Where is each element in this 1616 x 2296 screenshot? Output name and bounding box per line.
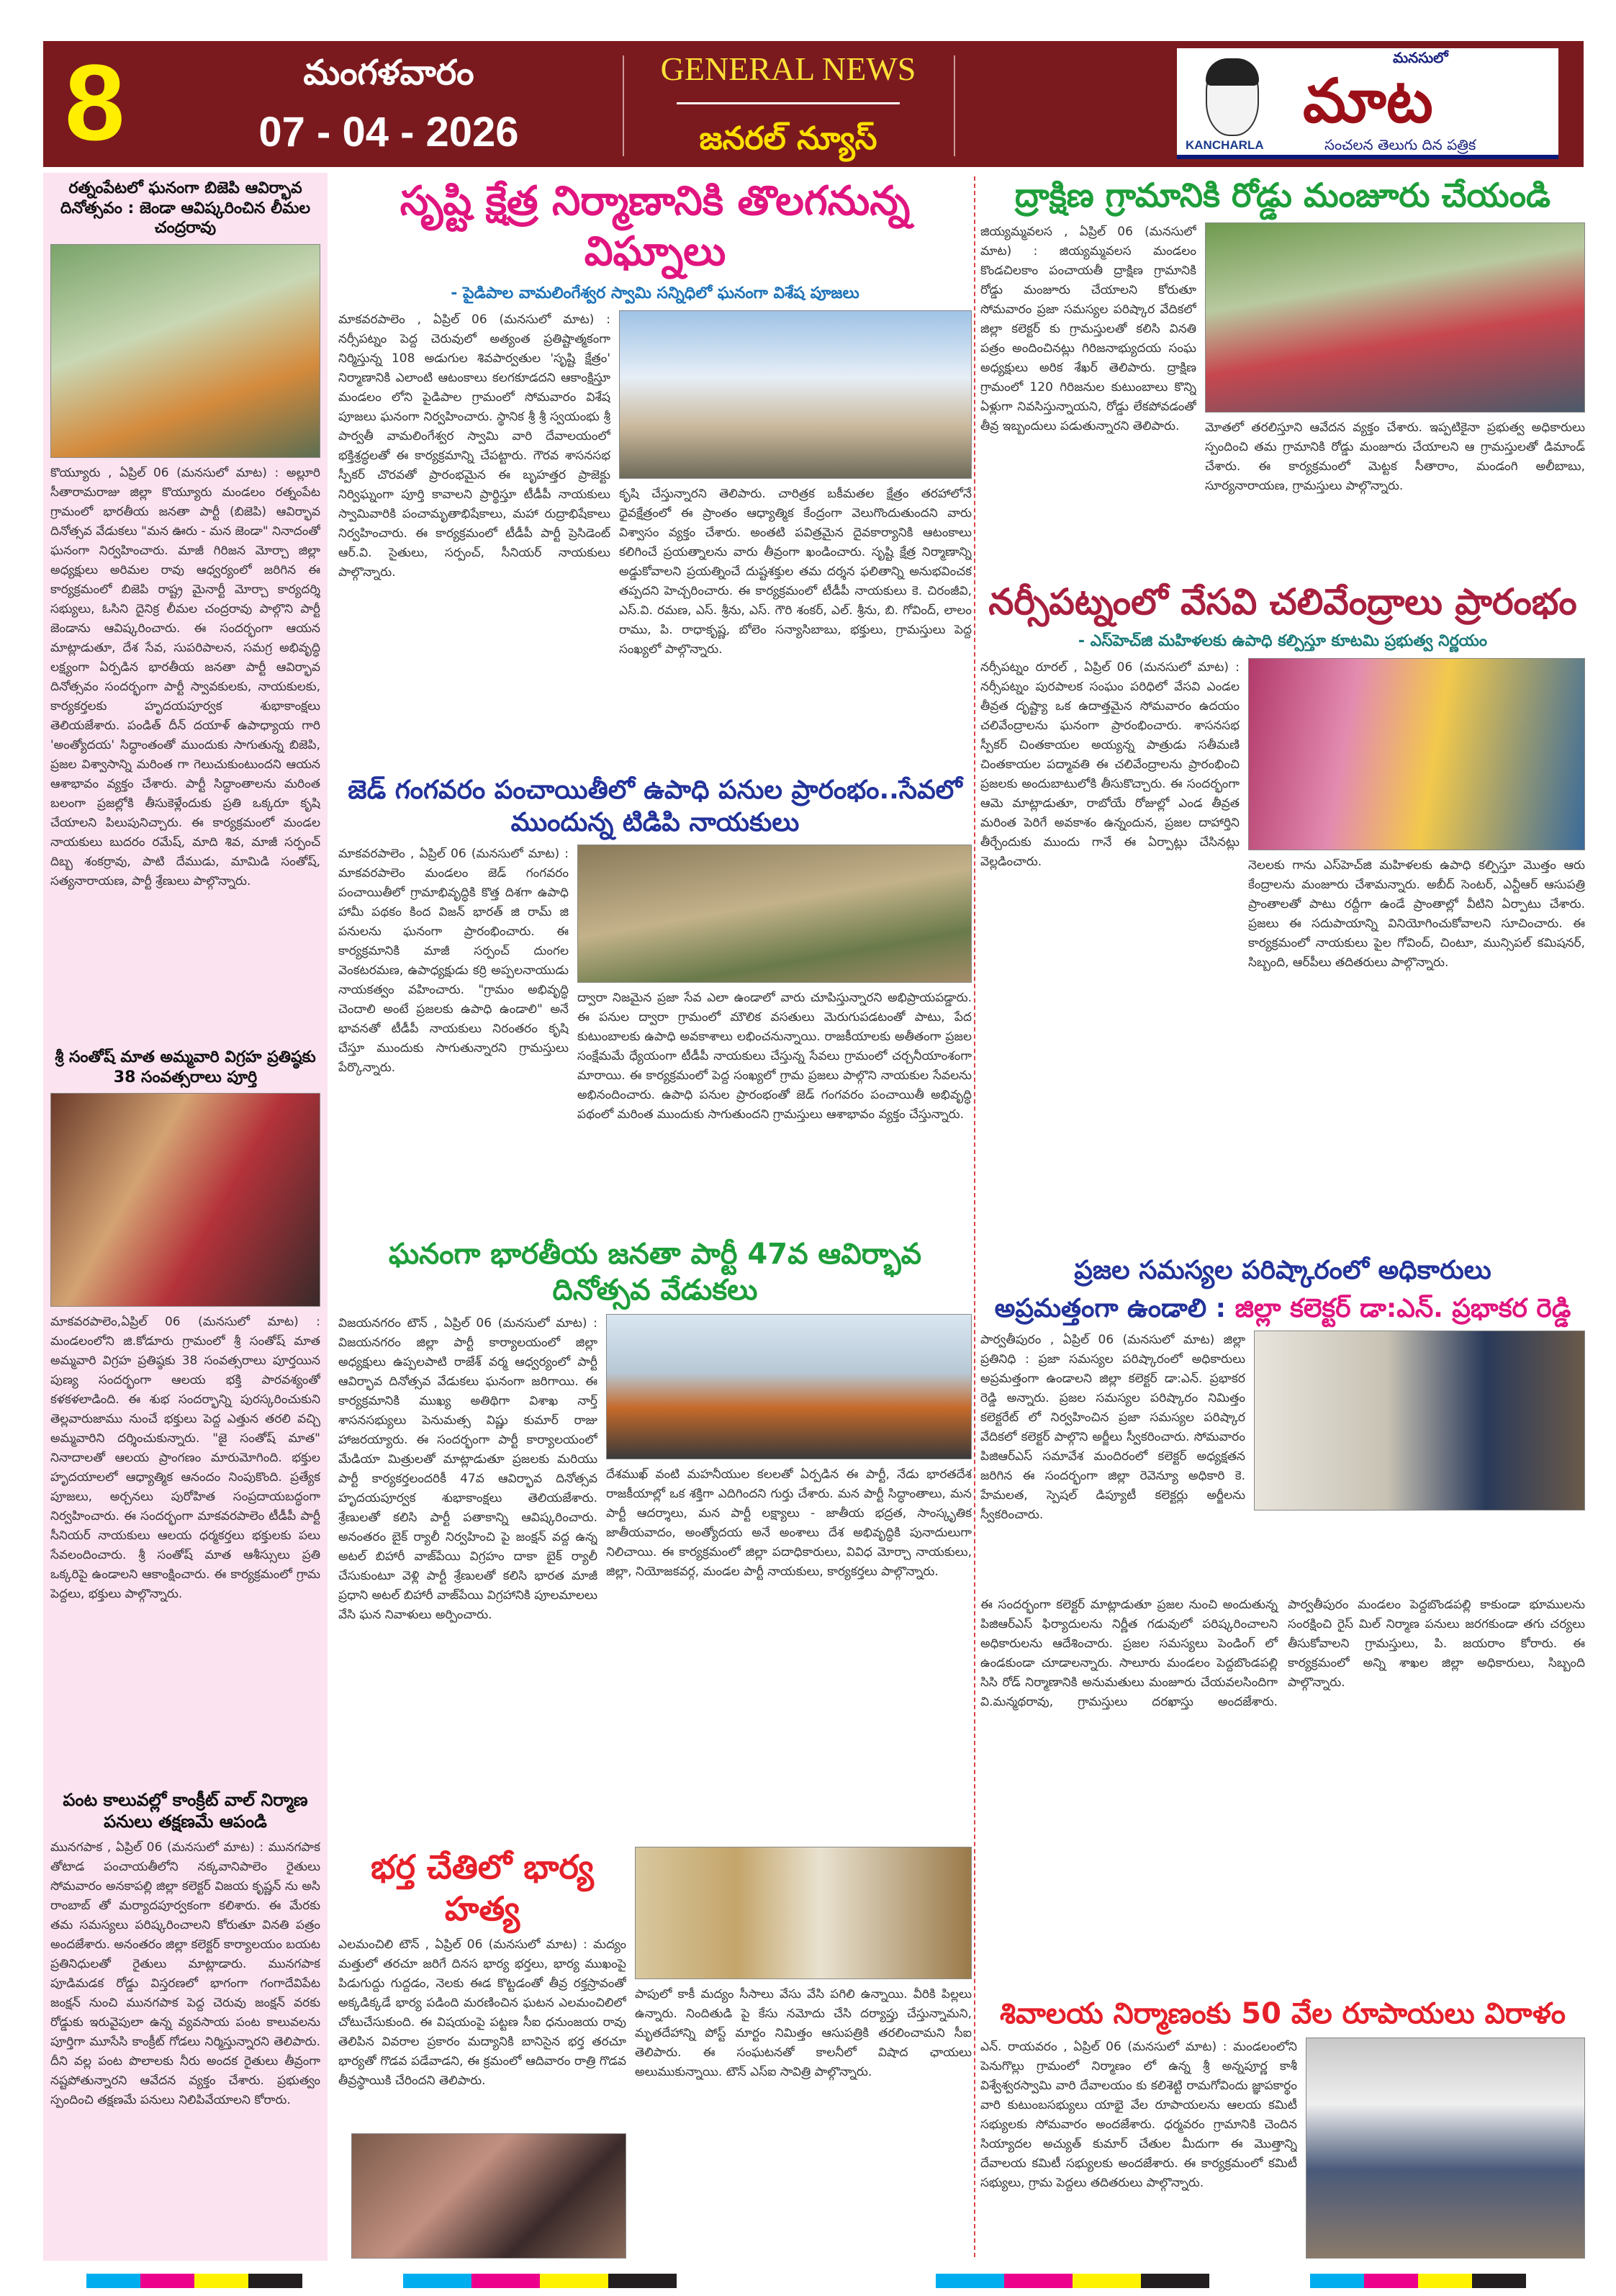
article-body: కొయ్యూరు , ఏప్రిల్ 06 (మనసులో మాట) : అల్లూరి సీతారామరాజు జిల్లా కొయ్యూరు మండలం రత్నంపేట గ్రామంలో భారతీయ జనతా పార్టీ (బిజెపి) ఆవిర్భావ దినోత్సవ వేడుకలు "మన ఊరు - మన జెండా" నినాదంతో ఘనంగా నిర్వహించారు. మాజీ గిరిజన మోర్చా జిల్లా అధ్యక్షులు అరిమల రావు ఆధ్వర్యంలో జరిగిన ఈ కార్యక్రమంలో బిజెపి రాష్ట్ర మైనార్టీ మోర్చా కార్యదర్శి సభ్యులు, ఓసిని దైనిక్ర లీమల చంద్రరావు పాల్గొని పార్టీ జెండాను ఆవిష్కరించారు. ఈ సందర్భంగా ఆయన మాట్లాడుతూ, దేశ సేవ, సుపరిపాలన, సమగ్ర అభివృద్ధి లక్ష్యంగా ఏర్పడిన భారతీయ జనతా పార్టీ ఆవిర్భావ దినోత్సవం సందర్భంగా పార్టీ స్వావకులకు, నాయకులకు, కార్యకర్తలకు హృదయపూర్వక శుభాకాంక్షలు తెలియజేశారు. పండిత్ దీన్ దయాళ్ ఉపాధ్యాయ గారి 'అంత్యోదయ' సిద్ధాంతంతో ముందుకు సాగుతున్న బిజెపి, ప్రజల విశ్వాసాన్ని మరింత గా గెలుచుకుంటుందని ఆయన ఆశాభావం వ్యక్తం చేశారు. పార్టీ సిద్ధాంతాలను మరింత బలంగా ప్రజల్లోకి తీసుకెళ్లేందుకు ప్రతి ఒక్కరూ కృషి చేయాలని పిలుపునిచ్చారు. ఈ కార్యక్రమంలో మండల నాయకులు బుదరం రమేష్, మాది శివ, మాజీ సర్పంచ్ దిబ్బ శంకర్రావు, పాటి దేముడు, మామిడి సంతోష్, సత్యనారాయణ, పార్టీ శ్రేణులు పాల్గొన్నారు. [50, 465, 320, 888]
article [338, 1236, 972, 1832]
article-side [1248, 658, 1585, 1228]
article [338, 774, 972, 1228]
divider [677, 102, 900, 104]
headline-part-b: జిల్లా కలెక్టర్ డా:ఎన్. ప్రభాకర రెడ్డి [1234, 1294, 1571, 1323]
article-body-continued: మోతలో తరలిస్తూని ఆవేదన వ్యక్తం చేశారు. ఇప్పటికైనా ప్రభుత్వ అధికారులు స్పందించి తమ గ్రామానికి రోడ్డు మంజూరు చేయాలని ఆ గ్రామస్తులతో డిమాండ్ చేశారు. ఈ కార్యక్రమంలో మెట్టక సీతారాం, మండంగి అలీబాబు, సూర్యనారాయణ, గ్రామస్తులు పాల్గొన్నారు. [1205, 420, 1585, 493]
logo-kancharla: KANCHARLA [1186, 138, 1264, 152]
article [50, 1048, 320, 1782]
article-headline-line2 [980, 1292, 1585, 1325]
article-body-continued: పాపులో కాకీ మద్యం సీసాలు వేసు వేసి పగిలి ఉన్నాయి. వీరికి పిల్లలు ఉన్నారు. నిందితుడి పై కేసు నమోదు చేసి దర్యాప్తు చేస్తున్నామని, మృతదేహాన్ని పోస్ట్ మార్టం నిమిత్తం ఆసుపత్రికి తరలించామని సీఐ తెలిపారు. ఈ సంఘటనతో కాలనీలో విషాద ఛాయలు అలుముకున్నాయి. టౌన్ ఎస్ఐ సావిత్రి పాల్గొన్నారు. [635, 1987, 972, 2079]
article-subhead: - ఎస్‌హెచ్‌జి మహిళలకు ఉపాధి కల్పిస్తూ కూటమి ప్రభుత్వ నిర్ణయం [1078, 631, 1488, 650]
portrait-hair [1206, 58, 1259, 86]
article-photo [351, 2133, 626, 2259]
article [338, 1847, 972, 2259]
article-photo [1205, 222, 1585, 413]
article [980, 1996, 1585, 2259]
newspaper-logo [1177, 48, 1558, 159]
article-columns [980, 2038, 1585, 2259]
article-main [338, 1847, 626, 2259]
article [980, 580, 1585, 1228]
color-registration-bar [403, 2274, 677, 2288]
article-columns [980, 1331, 1585, 1590]
article-headline: భర్త చేతిలో భార్య హత్య [371, 1847, 594, 1928]
color-registration-bar [936, 2274, 1209, 2288]
article-columns [338, 1847, 972, 2259]
section-title-te: జనరల్ న్యూస్ [699, 120, 877, 157]
logo-tagline: సంచలన తెలుగు దిన పత్రిక [1324, 136, 1476, 153]
article-columns [980, 658, 1585, 1228]
article-body: మాకవరపాలెం , ఏప్రిల్ 06 (మనసులో మాట) : నర్సీపట్నం పెద్ద చెరువులో అత్యంత ప్రతిష్టాత్మకంగా నిర్మిస్తున్న 108 అడుగుల శివపార్వతుల 'సృష్టి క్షేత్రం' నిర్మాణానికి ఎలాంటి ఆటంకాలు కలగకూడదని ఆకాంక్షిస్తూ మండలం లోని పైడిపాల గ్రామంలో సోమవారం విశేష పూజలు ఘనంగా నిర్వహించారు. స్థానిక శ్రీ శ్రీ స్వయంభు శ్రీ పార్వతీ వామలింగేశ్వర స్వామి వారి దేవాలయంలో భక్తిశ్రద్ధలతో ఈ కార్యక్రమాన్ని చేపట్టారు. గౌరవ శాసనసభ స్పీకర్ చొరవతో ప్రారంభమైన ఈ బృహత్తర ప్రాజెక్టు నిర్విఘ్నంగా పూర్తి కావాలని ప్రార్థిస్తూ టీడీపీ నాయకులు స్వామివారికి పంచామృతాభిషేకాలు, మహా రుద్రాభిషేకాలు నిర్వహించారు. ఈ కార్యక్రమంలో టీడీపీ పార్టీ ప్రెసిడెంట్ ఆర్.వి. సైతులు, సర్పంచ్, సీనియర్ నాయకులు పాల్గొన్నారు. [338, 312, 610, 580]
article [50, 179, 320, 1039]
article-photo [577, 845, 972, 983]
divider [954, 55, 955, 156]
article-headline: శివాలయ నిర్మాణంకు 50 వేల రూపాయలు విరాళం [999, 1997, 1566, 2030]
article-photo [1254, 1331, 1585, 1511]
article-columns [338, 310, 972, 765]
headline-part-a: అప్రమత్తంగా ఉండాలి : [994, 1294, 1227, 1323]
section-title-block [633, 48, 943, 162]
article-photo [50, 1093, 320, 1307]
article-headline: సృష్టి క్షేత్ర నిర్మాణానికి తొలగనున్న విఘ్నాలు [400, 178, 911, 275]
logo-bar [1177, 155, 1558, 159]
article-photo [606, 1314, 972, 1459]
article-columns [338, 845, 972, 1228]
article-body: మునగపాక , ఏప్రిల్ 06 (మనసులో మాట) : మునగపాక తోటాడ పంచాయతీలోని నక్కవానిపాలెం రైతులు సోమవారం అనకాపల్లి జిల్లా కలెక్టర్ విజయ కృష్ణన్ ను అసి రాంబాబ్ తో మర్యాదపూర్వకంగా కలిశారు. ఈ మేరకు తమ సమస్యలు పరిష్కరించాలని కోరుతూ వినతి పత్రం అందజేశారు. అనంతరం జిల్లా కలెక్టర్ కార్యాలయం బయట ప్రతినిధులతో రైతులు మాట్లాడారు. మునగపాక పూడిమడక రోడ్డు విస్తరణలో భాగంగా గంగాదేవిపేట జంక్షన్ నుంచి మునగపాక పెద్ద చెరువు జంక్షన్ వరకు రోడ్డుకు ఇరువైపులా ఉన్న వ్యవసాయ పంట కాలువలను పూర్తిగా మూసేసి కాంక్రీట్ గోడలు నిర్మిస్తున్నారని తెలిపారు. దీని వల్ల పంట పొలాలకు నీరు అందక రైతులు తీవ్రంగా నష్టపోతున్నారని ఆవేదన వ్యక్తం చేశారు. ప్రభుత్వం స్పందించి తక్షణమే పనులు నిలిపివేయాలని కోరారు. [50, 1840, 320, 2107]
article-body: జియ్యమ్మవలస , ఏప్రిల్ 06 (మనసులో మాట) : జియ్యమ్మవలస మండలం కొండచిలకాం పంచాయతీ ద్రాక్షిణ గ్రామానికి రోడ్డు మంజూరు చేయాలని కోరుతూ సోమవారం ప్రజా సమస్యల పరిష్కార వేదికలో జిల్లా కలెక్టర్ కు గ్రామస్తులతో కలిసి వినతి పత్రం అందించినట్లు గిరిజనాభ్యుదయ సంఘ అధ్యక్షులు అరిక శేఖర్ తెలిపారు. ద్రాక్షిణ గ్రామంలో 120 గిరిజనుల కుటుంబాలు కొన్ని ఏళ్లుగా నివసిస్తున్నాయని, రోడ్డు లేకపోవడంతో తీవ్ర ఇబ్బందులు పడుతున్నారని తెలిపారు. [980, 224, 1196, 433]
article [980, 175, 1585, 560]
article-headline: రత్నంపేటలో ఘనంగా బిజెపి ఆవిర్భావ దినోత్సవం : జెండా ఆవిష్కరించిన లీమల చంద్రరావు [60, 179, 311, 237]
article-body: ఎలమంచిలి టౌన్ , ఏప్రిల్ 06 (మనసులో మాట) : మద్యం మత్తులో తరచూ జరిగే దినస భార్య భర్తలు, భార్య ముఖంపై పిడుగుద్దు గుద్దడం, నెలకు ఈడ కొట్టడంతో తీవ్ర రక్తస్రావంతో అక్కడిక్కడే భార్య పడింది మరణించిన ఘటన ఎలమంచిలిలో చోటుచేసుకుంది. ఈ విషయంపై పట్టణ సీఐ ధనుంజయ రావు తెలిపిన వివరాల ప్రకారం మద్యానికి బానిసైన భర్త తరచూ భార్యతో గొడవ పడేవాడని, ఈ క్రమంలో ఆదివారం రాత్రి గొడవ తీవ్రస్థాయికి చేరిందని తెలిపారు. [338, 1937, 626, 2088]
article-photo [619, 310, 972, 479]
article-body: ఎన్. రాయవరం , ఏప్రిల్ 06 (మనసులో మాట) : మండలంలోని పెనుగొల్లు గ్రామంలో నిర్మాణం లో ఉన్న శ్రీ అన్నపూర్ణ కాశీ విశ్వేశ్వరస్వామి వారి దేవాలయం కు కలిశెట్టి రామగోవిందు జ్ఞాపకార్థం వారి కుటుంబసభ్యులు యాభై వేల రూపాయలను ఆలయ కమిటీ సభ్యులకు సోమవారం అందజేశారు. ధర్మవరం గ్రామానికి చెందిన సియ్యాదల అచ్యుత్ కుమార్ చేతుల మీదుగా ఈ మొత్తాన్ని దేవాలయ కమిటీ సభ్యులకు అందజేశారు. ఈ కార్యక్రమంలో కమిటీ సభ్యులు, గ్రామ పెద్దలు తదితరులు పాల్గొన్నారు. [980, 2040, 1297, 2190]
article-photo [50, 244, 320, 458]
issue-date: 07 - 04 - 2026 [258, 109, 519, 156]
article-body: మాకవరపాలెం , ఏప్రిల్ 06 (మనసులో మాట) : మాకవరపాలెం మండలం జెడ్ గంగవరం పంచాయితీలో గ్రామాభివృద్ధికి కొత్త దిశగా ఉపాధి హామీ పథకం కింద విజన్ భారత్ జి రామ్ జి పనులను ఘనంగా ప్రారంభించారు. ఈ కార్యక్రమానికి మాజీ సర్పంచ్ దుంగల వెంకటరమణ, ఉపాధ్యక్షుడు కర్రి అప్పలనాయుడు నాయకత్వం వహించారు. "గ్రామం అభివృద్ధి చెందాలి అంటే ప్రజలకు ఉపాధి ఉండాలి" అనే భావనతో టీడీపీ నాయకులు నిరంతరం కృషి చేస్తూ ముందుకు సాగుతున్నారని గ్రామస్తులు పేర్కొన్నారు. [338, 847, 569, 1075]
article-side [1254, 1331, 1585, 1590]
article-body-continued: ఈ సందర్భంగా కలెక్టర్ మాట్లాడుతూ ప్రజల నుంచి అందుతున్న పిజిఆర్ఎస్ ఫిర్యాదులను నిర్ణీత గడువులో పరిష్కరించాలని అధికారులను ఆదేశించారు. ప్రజల సమస్యలు పెండింగ్ లో ఉండకుండా చూడాలన్నారు. సాలూరు మండలం పెద్దబొండపల్లి సిసి రోడ్ నిర్మాణానికి అనుమతులు మంజూరు చేయవలసిందిగా వి.మన్మథరావు, గ్రామస్తులు దరఖాస్తు అందజేశారు. పార్వతీపురం మండలం పెద్దబొండపల్లి కాకుండా భూములను సంరక్షించి రైస్ మిల్ నిర్మాణ పనులు జరగకుండా తగు చర్యలు తీసుకోవాలని గ్రామస్తులు, పి. జయరాం కోరారు. ఈ కార్యక్రమంలో అన్ని శాఖల జిల్లా అధికారులు, సిబ్బంది పాల్గొన్నారు. [980, 1598, 1585, 1709]
article [980, 1254, 1585, 1989]
logo-small-text: మనసులో [1393, 49, 1448, 66]
article-body-continued: కృషి చేస్తున్నారని తెలిపారు. చారిత్రక బకీమతల క్షేత్రం తరహాలోనే ధైవక్షేత్రంలో ఈ ప్రాంతం ఆధ్యాత్మిక కేంద్రంగా వెలుగొందుతుందని వారు విశ్వాసం వ్యక్తం చేశారు. అంతటి పవిత్రమైన దైవకార్యానికి ఆటంకాలు కలిగించే ప్రయత్నాలను వారు తీవ్రంగా ఖండించారు. సృష్టి క్షేత్ర నిర్మాణాన్ని అడ్డుకోవాలని ప్రయత్నించే దుష్టశక్తుల తమ దర్శన ఫలితాన్ని అనుభవించక తప్పదని హెచ్చరించారు. ఈ కార్యక్రమంలో టీడీపీ నాయకులు కె. చిరంజీవి, ఎస్.వి. రమణ, ఎస్. శ్రీను, ఎస్. గౌరి శంకర్, ఎల్. శ్రీను, బి. గోవింద్, లాలం రాము, పి. రాధాకృష్ణ, బోలెం సన్యాసిబాబు, భక్తులు, గ్రామస్తులు పెద్ద సంఖ్యలో పాల్గొన్నారు. [619, 487, 972, 657]
article-body-continued: ద్వారా నిజమైన ప్రజా సేవ ఎలా ఉండాలో వారు చూపిస్తున్నారని అభిప్రాయపడ్డారు. ఈ పనుల ద్వారా గ్రామంలో మౌలిక వసతులు మెరుగుపడటంతో పాటు, పేద కుటుంబాలకు ఉపాధి అవకాశాలు లభించనున్నాయి. రాజకీయాలకు అతీతంగా ప్రజల సంక్షేమమే ధ్యేయంగా టీడీపీ నాయకులు చేస్తున్న సేవలు గ్రామంలో చర్చనీయాంశంగా మారాయి. ఈ కార్యక్రమంలో పెద్ద సంఖ్యలో గ్రామ ప్రజలు పాల్గొని నాయకుల సేవలను అభినందించారు. ఉపాధి పనుల ప్రారంభంతో జెడ్ గంగవరం పంచాయితీ అభివృద్ధి పథంలో మరింత ముందుకు సాగుతుందని గ్రామస్తులు ఆశాభావం వ్యక్తం చేస్తున్నారు. [577, 991, 972, 1122]
article-headline: పంట కాలువల్లో కాంక్రీట్ వాల్ నిర్మాణ పనులు తక్షణమే ఆపండి [63, 1790, 308, 1832]
article-side [635, 1847, 972, 2259]
color-registration-bar [1310, 2274, 1526, 2288]
date-block [187, 50, 590, 158]
weekday: మంగళవారం [303, 53, 474, 93]
article-body: నర్సీపట్నం రూరల్ , ఏప్రిల్ 06 (మనసులో మాట) : నర్సీపట్నం పురపాలక సంఘం పరిధిలో వేసవి ఎండల తీవ్రత దృష్ట్యా ఒక ఉదాత్తమైన సోమవారం ఉదయం చలివేంద్రాలను ఘనంగా ప్రారంభించారు. శాసనసభ స్పీకర్ చింతకాయల అయ్యన్న పాత్రుడు సతీమణి చింతకాయల పద్మావతి ఈ చలివేంద్రాలను ప్రారంభించి ప్రజలకు అందుబాటులోకి తీసుకొచ్చారు. ఈ సందర్భంగా ఆమె మాట్లాడుతూ, రాబోయే రోజుల్లో ఎండ తీవ్రత మరింత పెరిగే అవకాశం ఉన్నందున, ప్రజల దాహార్తిని తీర్చేందుకు ముందు గానే ఈ ఏర్పాట్లు చేసినట్లు వెల్లడించారు. [980, 659, 1240, 869]
article-columns [338, 1314, 972, 1832]
article-side [1205, 222, 1585, 561]
article-photo [635, 1847, 972, 1979]
article-columns [980, 222, 1585, 561]
article-side [577, 845, 972, 1228]
article-headline: ఘనంగా భారతీయ జనతా పార్టీ 47వ ఆవిర్భావ దినోత్సవ వేడుకలు [388, 1238, 922, 1307]
article-headline-line1: ప్రజల సమస్యల పరిష్కారంలో అధికారులు [1074, 1256, 1491, 1285]
article-headline: శ్రీ సంతోష్ మాత అమ్మవారి విగ్రహ ప్రతిష్ఠకు 38 సంవత్సరాలు పూర్తి [55, 1048, 316, 1086]
article-photo [1306, 2038, 1585, 2259]
article-photo [1248, 658, 1585, 850]
article [338, 176, 972, 765]
article-headline: నర్సీపట్నంలో వేసవి చలివేంద్రాలు ప్రారంభం [988, 581, 1577, 623]
divider [623, 55, 624, 156]
page-number: 8 [65, 42, 125, 163]
color-registration-bar [86, 2274, 302, 2288]
article-body: విజయనగరం టౌన్ , ఏప్రిల్ 06 (మనసులో మాట) : విజయనగరం జిల్లా పార్టీ కార్యాలయంలో జిల్లా అధ్యక్షులు ఉప్పలపాటి రాజేశ్ వర్మ ఆధ్వర్యంలో పార్టీ ఆవిర్భావ దినోత్సవ వేడుకలు ఘనంగా జరిగాయి. ఈ కార్యక్రమానికి ముఖ్య అతిథిగా విశాఖ నార్త్ శాసనసభ్యులు పెనుమత్స విష్ణు కుమార్ రాజు హాజరయ్యారు. ఈ సందర్భంగా పార్టీ కార్యాలయంలో మేడియా మిత్రులతో మాట్లాడుతూ ప్రజలకు మరియు పార్టీ కార్యకర్తలందరికీ 47వ ఆవిర్భావ దినోత్సవ హృదయపూర్వక శుభాకాంక్షలు తెలియజేశారు. శ్రేణులతో కలిసి పార్టీ పతాకాన్ని ఆవిష్కరించారు. అనంతరం బైక్ ర్యాలీ నిర్వహించి పై జంక్షన్ వద్ద ఉన్న అటల్ బిహారీ వాజ్‌పేయి విగ్రహం దాకా బైక్ ర్యాలీ చేసుకుంటూ వెళ్లి పార్టీ శ్రేణులతో కలిసి భారత మాజీ ప్రధాని అటల్ బిహారీ వాజ్‌పేయి విగ్రహానికి పూలమాలలు వేసి ఘన నివాళులు అర్పించారు. [338, 1316, 597, 1622]
masthead [43, 41, 1584, 167]
article [50, 1789, 320, 2257]
article-headline: ద్రాక్షిణ గ్రామానికి రోడ్డు మంజూరు చేయండి [1014, 176, 1551, 215]
section-title-en: GENERAL NEWS [660, 50, 916, 87]
article-headline: జెడ్ గంగవరం పంచాయితీలో ఉపాధి పనుల ప్రారంభం..సేవలో ముందున్న టిడిపి నాయకులు [348, 775, 962, 837]
article-side [606, 1314, 972, 1832]
article-side [619, 310, 972, 765]
article-body: మాకవరపాలెం,ఏప్రిల్ 06 (మనసులో మాట) : మండలంలోని జి.కోడూరు గ్రామంలో శ్రీ సంతోష్ మాత అమ్మవారి విగ్రహ ప్రతిష్ఠకు 38 సంవత్సరాలు పూర్తయిన పుణ్య సందర్భంగా ఆలయ భక్తి పారవశ్యంతో కళకళలాడింది. ఈ శుభ సందర్భాన్ని పురస్కరించుకుని తెల్లవారుజాము నుంచే భక్తులు పెద్ద ఎత్తున తరలి వచ్చి అమ్మవారిని దర్శించుకున్నారు. "జై సంతోష్ మాత" నినాదాలతో ఆలయ ప్రాంగణం మారుమోగింది. భక్తుల హృదయాలలో ఆధ్యాత్మిక ఆనందం నింపుకొంది. ప్రత్యేక పూజలు, అర్చనలు పురోహిత సంప్రదాయబద్ధంగా నిర్వహించారు. ఈ సందర్భంగా మాకవరపాలెం టీడీపీ పార్టీ సీనియర్ నాయకులు ఆలయ ధర్మకర్తలు భక్తులకు పలు సేవలందించారు. శ్రీ సంతోష్ మాత ఆశీస్సులు ప్రతి ఒక్కరిపై ఉండాలని ఆకాంక్షించారు. ఈ కార్యక్రమంలో గ్రామ పెద్దలు, భక్తులు పాల్గొన్నారు. [50, 1315, 320, 1601]
column-divider [974, 176, 977, 2257]
article-body-continued: దేశముఖ్ వంటి మహనీయుల కలలతో ఏర్పడిన ఈ పార్టీ, నేడు భారతదేశ రాజకీయాల్లో ఒక శక్తిగా ఎదిగిందని గుర్తు చేశారు. మన పార్టీ సిద్ధాంతాలు, మన పార్టీ ఆదర్శాలు, మన పార్టీ లక్ష్యాలు - జాతీయ భద్రత, సాంస్కృతిక జాతీయవాదం, అంత్యోదయ అనే అంశాలు దేశ అభివృద్ధికి పునాదులుగా నిలిచాయి. ఈ కార్యక్రమంలో జిల్లా పదాధికారులు, వివిధ మోర్చా నాయకులు, జిల్లా, నియోజకవర్గ, మండల పార్టీ నాయకులు, కార్యకర్తలు పాల్గొన్నారు. [606, 1467, 972, 1579]
logo-brand: మాట [1303, 67, 1433, 135]
article-body: పార్వతీపురం , ఏప్రిల్ 06 (మనసులో మాట) జిల్లా ప్రతినిధి : ప్రజా సమస్యల పరిష్కారంలో అధికారులు అప్రమత్తంగా ఉండాలని జిల్లా కలెక్టర్ డా:ఎన్. ప్రభాకర రెడ్డి అన్నారు. ప్రజల సమస్యల పరిష్కారం నిమిత్తం కలెక్టరేట్ లో నిర్వహించిన ప్రజా సమస్యల పరిష్కార వేదికలో కలెక్టర్ పాల్గొని అర్జీలు స్వీకరించారు. సోమవారం పిజిఆర్ఎస్ సమావేశ మందిరంలో కలెక్టర్ అధ్యక్షతన జరిగిన ఈ సందర్భంగా జిల్లా రెవెన్యూ అధికారి కె. హేమలత, స్పెషల్ డిప్యూటీ కలెక్టర్లు అర్జీలను స్వీకరించారు. [980, 1333, 1245, 1522]
article-subhead: - పైడిపాల వామలింగేశ్వర స్వామి సన్నిధిలో ఘనంగా విశేష పూజలు [451, 284, 859, 302]
article-body-continued: నెలలకు గాను ఎస్‌హెచ్‌జి మహిళలకు ఉపాధి కల్పిస్తూ మొత్తం ఆరు కేంద్రాలను మంజూరు చేశామన్నారు. అబీద్ సెంటర్, ఎన్టీఆర్ ఆసుపత్రి ప్రాంతాలతో పాటు రద్దీగా ఉండే ప్రాంతాల్లో వీటిని ఏర్పాటు చేశారు. ప్రజలు ఈ సదుపాయాన్ని వినియోగించుకోవాలని సూచించారు. ఈ కార్యక్రమంలో నాయకులు పైల గోవింద్, చింటూ, మున్సిపల్ కమిషనర్, సిబ్బంది, ఆర్‌పీలు తదితరులు పాల్గొన్నారు. [1248, 857, 1585, 970]
